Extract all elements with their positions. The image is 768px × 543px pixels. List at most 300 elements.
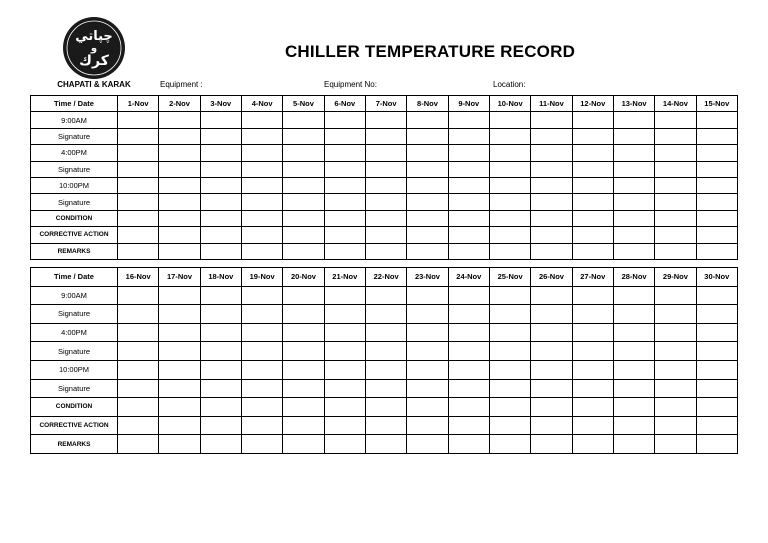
entry-cell[interactable] — [118, 194, 159, 210]
date-header: 25-Nov — [489, 268, 530, 287]
entry-cell[interactable] — [200, 227, 241, 243]
entry-cell[interactable] — [489, 416, 530, 435]
entry-cell[interactable] — [696, 145, 737, 161]
entry-cell[interactable] — [407, 286, 448, 305]
entry-cell[interactable] — [200, 323, 241, 342]
entry-cell[interactable] — [448, 360, 489, 379]
entry-cell[interactable] — [118, 128, 159, 144]
entry-cell[interactable] — [241, 379, 282, 398]
entry-cell[interactable] — [696, 177, 737, 193]
entry-cell[interactable] — [572, 323, 613, 342]
entry-cell[interactable] — [365, 379, 406, 398]
logo-text-bottom: كرك — [79, 53, 109, 69]
entry-cell[interactable] — [531, 227, 572, 243]
entry-cell[interactable] — [200, 161, 241, 177]
entry-cell[interactable] — [283, 177, 324, 193]
entry-cell[interactable] — [407, 379, 448, 398]
entry-cell[interactable] — [407, 342, 448, 361]
entry-cell[interactable] — [365, 398, 406, 417]
entry-cell[interactable] — [613, 398, 654, 417]
table-row — [31, 305, 738, 324]
table-row — [31, 398, 738, 417]
entry-cell[interactable] — [118, 416, 159, 435]
entry-cell[interactable] — [365, 286, 406, 305]
entry-cell[interactable] — [448, 243, 489, 259]
table-row — [31, 177, 738, 193]
entry-cell[interactable] — [489, 161, 530, 177]
entry-cell[interactable] — [572, 398, 613, 417]
entry-cell[interactable] — [613, 360, 654, 379]
entry-cell[interactable] — [118, 243, 159, 259]
entry-cell[interactable] — [531, 161, 572, 177]
table-row — [31, 416, 738, 435]
date-header: 13-Nov — [613, 96, 654, 112]
entry-cell[interactable] — [159, 112, 200, 128]
entry-cell[interactable] — [572, 435, 613, 454]
entry-cell[interactable] — [118, 305, 159, 324]
entry-cell[interactable] — [118, 227, 159, 243]
entry-cell[interactable] — [365, 210, 406, 226]
entry-cell[interactable] — [448, 323, 489, 342]
entry-cell[interactable] — [448, 398, 489, 417]
date-header: 4-Nov — [241, 96, 282, 112]
entry-cell[interactable] — [365, 243, 406, 259]
entry-cell[interactable] — [118, 342, 159, 361]
entry-cell[interactable] — [324, 286, 365, 305]
entry-cell[interactable] — [489, 177, 530, 193]
entry-cell[interactable] — [283, 161, 324, 177]
entry-cell[interactable] — [365, 177, 406, 193]
entry-cell[interactable] — [531, 286, 572, 305]
entry-cell[interactable] — [613, 416, 654, 435]
entry-cell[interactable] — [324, 194, 365, 210]
entry-cell[interactable] — [655, 243, 696, 259]
entry-cell[interactable] — [696, 161, 737, 177]
entry-cell[interactable] — [365, 145, 406, 161]
date-header: 29-Nov — [655, 268, 696, 287]
entry-cell[interactable] — [613, 128, 654, 144]
entry-cell[interactable] — [200, 342, 241, 361]
entry-cell[interactable] — [324, 435, 365, 454]
entry-cell[interactable] — [159, 360, 200, 379]
entry-cell[interactable] — [118, 435, 159, 454]
entry-cell[interactable] — [407, 112, 448, 128]
entry-cell[interactable] — [407, 177, 448, 193]
entry-cell[interactable] — [118, 112, 159, 128]
entry-cell[interactable] — [200, 145, 241, 161]
entry-cell[interactable] — [407, 194, 448, 210]
entry-cell[interactable] — [572, 360, 613, 379]
entry-cell[interactable] — [655, 379, 696, 398]
entry-cell[interactable] — [531, 379, 572, 398]
entry-cell[interactable] — [241, 194, 282, 210]
entry-cell[interactable] — [489, 112, 530, 128]
entry-cell[interactable] — [448, 416, 489, 435]
entry-cell[interactable] — [696, 227, 737, 243]
entry-cell[interactable] — [118, 323, 159, 342]
date-header: 22-Nov — [365, 268, 406, 287]
entry-cell[interactable] — [489, 210, 530, 226]
entry-cell[interactable] — [655, 194, 696, 210]
entry-cell[interactable] — [489, 128, 530, 144]
entry-cell[interactable] — [572, 243, 613, 259]
entry-cell[interactable] — [655, 128, 696, 144]
entry-cell[interactable] — [241, 360, 282, 379]
entry-cell[interactable] — [696, 128, 737, 144]
entry-cell[interactable] — [365, 342, 406, 361]
entry-cell[interactable] — [448, 194, 489, 210]
entry-cell[interactable] — [283, 379, 324, 398]
entry-cell[interactable] — [572, 161, 613, 177]
entry-cell[interactable] — [324, 243, 365, 259]
entry-cell[interactable] — [531, 435, 572, 454]
entry-cell[interactable] — [655, 177, 696, 193]
entry-cell[interactable] — [489, 305, 530, 324]
entry-cell[interactable] — [655, 210, 696, 226]
entry-cell[interactable] — [283, 194, 324, 210]
entry-cell[interactable] — [283, 243, 324, 259]
entry-cell[interactable] — [613, 177, 654, 193]
entry-cell[interactable] — [531, 360, 572, 379]
entry-cell[interactable] — [407, 210, 448, 226]
date-header: 6-Nov — [324, 96, 365, 112]
entry-cell[interactable] — [572, 286, 613, 305]
entry-cell[interactable] — [118, 286, 159, 305]
table-row — [31, 145, 738, 161]
equipment-label: Equipment : — [160, 80, 203, 89]
entry-cell[interactable] — [241, 243, 282, 259]
entry-cell[interactable] — [283, 112, 324, 128]
entry-cell[interactable] — [241, 227, 282, 243]
entry-cell[interactable] — [613, 145, 654, 161]
entry-cell[interactable] — [572, 194, 613, 210]
entry-cell[interactable] — [241, 286, 282, 305]
entry-cell[interactable] — [696, 435, 737, 454]
entry-cell[interactable] — [159, 243, 200, 259]
entry-cell[interactable] — [489, 243, 530, 259]
entry-cell[interactable] — [696, 243, 737, 259]
date-header: 1-Nov — [118, 96, 159, 112]
entry-cell[interactable] — [200, 210, 241, 226]
entry-cell[interactable] — [324, 398, 365, 417]
entry-cell[interactable] — [324, 360, 365, 379]
entry-cell[interactable] — [572, 145, 613, 161]
entry-cell[interactable] — [696, 379, 737, 398]
row-label: 4:00PM — [31, 323, 118, 342]
entry-cell[interactable] — [241, 177, 282, 193]
entry-cell[interactable] — [696, 194, 737, 210]
entry-cell[interactable] — [531, 416, 572, 435]
entry-cell[interactable] — [531, 128, 572, 144]
entry-cell[interactable] — [365, 112, 406, 128]
entry-cell[interactable] — [159, 305, 200, 324]
entry-cell[interactable] — [324, 305, 365, 324]
entry-cell[interactable] — [200, 379, 241, 398]
entry-cell[interactable] — [324, 161, 365, 177]
entry-cell[interactable] — [655, 416, 696, 435]
entry-cell[interactable] — [448, 177, 489, 193]
entry-cell[interactable] — [200, 177, 241, 193]
entry-cell[interactable] — [159, 145, 200, 161]
entry-cell[interactable] — [613, 323, 654, 342]
entry-cell[interactable] — [365, 360, 406, 379]
entry-cell[interactable] — [448, 435, 489, 454]
entry-cell[interactable] — [365, 435, 406, 454]
entry-cell[interactable] — [241, 323, 282, 342]
entry-cell[interactable] — [118, 360, 159, 379]
date-header: 14-Nov — [655, 96, 696, 112]
entry-cell[interactable] — [572, 177, 613, 193]
entry-cell[interactable] — [531, 145, 572, 161]
entry-cell[interactable] — [531, 323, 572, 342]
entry-cell[interactable] — [448, 379, 489, 398]
entry-cell[interactable] — [159, 210, 200, 226]
entry-cell[interactable] — [572, 210, 613, 226]
entry-cell[interactable] — [283, 145, 324, 161]
entry-cell[interactable] — [200, 416, 241, 435]
entry-cell[interactable] — [159, 161, 200, 177]
entry-cell[interactable] — [365, 128, 406, 144]
entry-cell[interactable] — [118, 398, 159, 417]
entry-cell[interactable] — [324, 416, 365, 435]
entry-cell[interactable] — [489, 145, 530, 161]
entry-cell[interactable] — [324, 323, 365, 342]
entry-cell[interactable] — [489, 379, 530, 398]
entry-cell[interactable] — [572, 227, 613, 243]
entry-cell[interactable] — [613, 305, 654, 324]
entry-cell[interactable] — [283, 305, 324, 324]
entry-cell[interactable] — [613, 379, 654, 398]
entry-cell[interactable] — [696, 305, 737, 324]
entry-cell[interactable] — [324, 210, 365, 226]
entry-cell[interactable] — [655, 323, 696, 342]
entry-cell[interactable] — [407, 398, 448, 417]
entry-cell[interactable] — [407, 323, 448, 342]
entry-cell[interactable] — [531, 342, 572, 361]
entry-cell[interactable] — [118, 379, 159, 398]
entry-cell[interactable] — [489, 323, 530, 342]
entry-cell[interactable] — [324, 177, 365, 193]
entry-cell[interactable] — [283, 435, 324, 454]
entry-cell[interactable] — [365, 194, 406, 210]
entry-cell[interactable] — [448, 342, 489, 361]
date-header: 9-Nov — [448, 96, 489, 112]
entry-cell[interactable] — [531, 398, 572, 417]
entry-cell[interactable] — [324, 342, 365, 361]
entry-cell[interactable] — [655, 435, 696, 454]
entry-cell[interactable] — [572, 342, 613, 361]
entry-cell[interactable] — [489, 342, 530, 361]
entry-cell[interactable] — [241, 145, 282, 161]
entry-cell[interactable] — [572, 128, 613, 144]
entry-cell[interactable] — [613, 435, 654, 454]
entry-cell[interactable] — [283, 360, 324, 379]
entry-cell[interactable] — [489, 227, 530, 243]
entry-cell[interactable] — [448, 305, 489, 324]
entry-cell[interactable] — [159, 342, 200, 361]
entry-cell[interactable] — [613, 243, 654, 259]
entry-cell[interactable] — [572, 305, 613, 324]
row-label: 9:00AM — [31, 112, 118, 128]
entry-cell[interactable] — [241, 416, 282, 435]
entry-cell[interactable] — [241, 161, 282, 177]
entry-cell[interactable] — [283, 227, 324, 243]
entry-cell[interactable] — [118, 145, 159, 161]
entry-cell[interactable] — [613, 342, 654, 361]
entry-cell[interactable] — [655, 305, 696, 324]
entry-cell[interactable] — [159, 398, 200, 417]
entry-cell[interactable] — [241, 112, 282, 128]
entry-cell[interactable] — [448, 145, 489, 161]
entry-cell[interactable] — [283, 210, 324, 226]
entry-cell[interactable] — [324, 112, 365, 128]
entry-cell[interactable] — [324, 128, 365, 144]
entry-cell[interactable] — [655, 286, 696, 305]
entry-cell[interactable] — [200, 286, 241, 305]
entry-cell[interactable] — [407, 128, 448, 144]
entry-cell[interactable] — [448, 112, 489, 128]
entry-cell[interactable] — [489, 398, 530, 417]
row-label: Signature — [31, 305, 118, 324]
entry-cell[interactable] — [531, 243, 572, 259]
entry-cell[interactable] — [696, 342, 737, 361]
entry-cell[interactable] — [655, 112, 696, 128]
entry-cell[interactable] — [159, 128, 200, 144]
date-header: 8-Nov — [407, 96, 448, 112]
entry-cell[interactable] — [655, 161, 696, 177]
entry-cell[interactable] — [572, 112, 613, 128]
entry-cell[interactable] — [572, 379, 613, 398]
entry-cell[interactable] — [324, 145, 365, 161]
entry-cell[interactable] — [365, 323, 406, 342]
entry-cell[interactable] — [448, 227, 489, 243]
entry-cell[interactable] — [448, 286, 489, 305]
entry-cell[interactable] — [531, 112, 572, 128]
entry-cell[interactable] — [241, 305, 282, 324]
entry-cell[interactable] — [365, 161, 406, 177]
entry-cell[interactable] — [159, 323, 200, 342]
entry-cell[interactable] — [696, 416, 737, 435]
entry-cell[interactable] — [613, 210, 654, 226]
entry-cell[interactable] — [613, 112, 654, 128]
entry-cell[interactable] — [159, 416, 200, 435]
entry-cell[interactable] — [241, 128, 282, 144]
entry-cell[interactable] — [241, 398, 282, 417]
entry-cell[interactable] — [696, 398, 737, 417]
entry-cell[interactable] — [407, 435, 448, 454]
entry-cell[interactable] — [489, 194, 530, 210]
table-row — [31, 435, 738, 454]
corner-label: Time / Date — [31, 268, 118, 287]
entry-cell[interactable] — [200, 360, 241, 379]
entry-cell[interactable] — [696, 210, 737, 226]
entry-cell[interactable] — [613, 286, 654, 305]
entry-cell[interactable] — [655, 227, 696, 243]
entry-cell[interactable] — [241, 210, 282, 226]
temperature-table-second-half — [30, 267, 738, 454]
entry-cell[interactable] — [613, 194, 654, 210]
entry-cell[interactable] — [200, 112, 241, 128]
entry-cell[interactable] — [655, 145, 696, 161]
entry-cell[interactable] — [655, 342, 696, 361]
entry-cell[interactable] — [200, 194, 241, 210]
entry-cell[interactable] — [118, 210, 159, 226]
entry-cell[interactable] — [283, 416, 324, 435]
entry-cell[interactable] — [407, 360, 448, 379]
table-row — [31, 286, 738, 305]
entry-cell[interactable] — [241, 342, 282, 361]
entry-cell[interactable] — [365, 305, 406, 324]
entry-cell[interactable] — [283, 398, 324, 417]
entry-cell[interactable] — [200, 398, 241, 417]
entry-cell[interactable] — [241, 435, 282, 454]
entry-cell[interactable] — [407, 161, 448, 177]
entry-cell[interactable] — [365, 227, 406, 243]
entry-cell[interactable] — [531, 194, 572, 210]
entry-cell[interactable] — [448, 210, 489, 226]
entry-cell[interactable] — [200, 305, 241, 324]
entry-cell[interactable] — [283, 342, 324, 361]
entry-cell[interactable] — [200, 243, 241, 259]
entry-cell[interactable] — [489, 435, 530, 454]
row-label: 9:00AM — [31, 286, 118, 305]
entry-cell[interactable] — [159, 227, 200, 243]
entry-cell[interactable] — [489, 360, 530, 379]
entry-cell[interactable] — [200, 128, 241, 144]
row-label: Signature — [31, 342, 118, 361]
entry-cell[interactable] — [159, 286, 200, 305]
entry-cell[interactable] — [572, 416, 613, 435]
entry-cell[interactable] — [407, 227, 448, 243]
entry-cell[interactable] — [448, 161, 489, 177]
entry-cell[interactable] — [531, 305, 572, 324]
entry-cell[interactable] — [118, 161, 159, 177]
entry-cell[interactable] — [655, 360, 696, 379]
entry-cell[interactable] — [655, 398, 696, 417]
entry-cell[interactable] — [407, 145, 448, 161]
entry-cell[interactable] — [407, 416, 448, 435]
entry-cell[interactable] — [159, 379, 200, 398]
date-header: 3-Nov — [200, 96, 241, 112]
entry-cell[interactable] — [118, 177, 159, 193]
entry-cell[interactable] — [283, 323, 324, 342]
entry-cell[interactable] — [365, 416, 406, 435]
entry-cell[interactable] — [159, 435, 200, 454]
date-header: 5-Nov — [283, 96, 324, 112]
entry-cell[interactable] — [696, 360, 737, 379]
entry-cell[interactable] — [159, 177, 200, 193]
entry-cell[interactable] — [696, 323, 737, 342]
entry-cell[interactable] — [407, 243, 448, 259]
date-header: 16-Nov — [118, 268, 159, 287]
entry-cell[interactable] — [531, 177, 572, 193]
entry-cell[interactable] — [696, 112, 737, 128]
entry-cell[interactable] — [324, 227, 365, 243]
brand-name: CHAPATI & KARAK — [57, 80, 131, 89]
entry-cell[interactable] — [283, 286, 324, 305]
entry-cell[interactable] — [531, 210, 572, 226]
entry-cell[interactable] — [283, 128, 324, 144]
entry-cell[interactable] — [200, 435, 241, 454]
entry-cell[interactable] — [159, 194, 200, 210]
entry-cell[interactable] — [407, 305, 448, 324]
entry-cell[interactable] — [696, 286, 737, 305]
entry-cell[interactable] — [448, 128, 489, 144]
entry-cell[interactable] — [613, 227, 654, 243]
entry-cell[interactable] — [324, 379, 365, 398]
entry-cell[interactable] — [489, 286, 530, 305]
entry-cell[interactable] — [613, 161, 654, 177]
